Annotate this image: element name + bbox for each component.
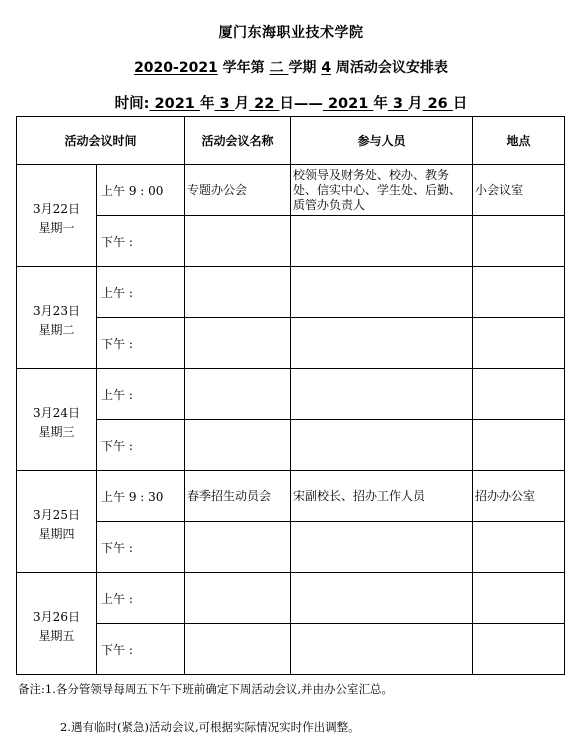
day-weekday: 星期一 [38, 220, 75, 235]
end-month: 3 [387, 96, 409, 112]
participants [291, 216, 473, 267]
meeting-name [185, 573, 291, 624]
table-row [17, 165, 565, 216]
week-number: 4 [321, 60, 332, 76]
slot-time: 下午 : [97, 216, 185, 267]
day-cell [17, 165, 97, 267]
academic-year: 2020-2021 [134, 60, 218, 76]
date-range [0, 92, 582, 113]
year-char-1: 年 [199, 96, 215, 112]
header-location: 地点 [473, 117, 565, 165]
day-weekday: 星期二 [38, 322, 75, 337]
location: 小会议室 [473, 165, 565, 216]
participants [291, 522, 473, 573]
day-date: 3月26日 [33, 609, 80, 624]
location [473, 624, 565, 675]
day-date: 3月23日 [33, 303, 80, 318]
meeting-name [185, 624, 291, 675]
day-cell [17, 573, 97, 675]
meeting-name [185, 318, 291, 369]
participants [291, 267, 473, 318]
day-date: 3月24日 [33, 405, 80, 420]
location [473, 420, 565, 471]
meeting-name [185, 216, 291, 267]
location: 招办办公室 [473, 471, 565, 522]
document-title: 厦门东海职业技术学院 [218, 25, 364, 41]
semester-number: 二 [269, 60, 289, 76]
schedule-subtitle [0, 57, 582, 77]
participants [291, 420, 473, 471]
slot-time: 下午 : [97, 318, 185, 369]
slot-time: 上午 : [97, 369, 185, 420]
participants [291, 624, 473, 675]
slot-time: 上午 9 : 00 [97, 165, 185, 216]
table-row [17, 267, 565, 318]
header-meeting-time: 活动会议时间 [17, 117, 185, 165]
start-year: 2021 [149, 96, 200, 112]
meeting-name: 专题办公会 [185, 165, 291, 216]
day-char-2: 日 [452, 96, 468, 112]
note-2: 2.遇有临时(紧急)活动会议,可根据实际情况实时作出调整。 [60, 720, 360, 734]
slot-time: 下午 : [97, 420, 185, 471]
location [473, 216, 565, 267]
location [473, 267, 565, 318]
end-day: 26 [422, 96, 453, 112]
location [473, 573, 565, 624]
participants [291, 318, 473, 369]
day-char-1: 日—— [279, 96, 323, 112]
participants [291, 369, 473, 420]
day-date: 3月25日 [33, 507, 80, 522]
table-row [17, 624, 565, 675]
table-row [17, 216, 565, 267]
start-month: 3 [214, 96, 235, 112]
meeting-name [185, 522, 291, 573]
month-char-2: 月 [408, 96, 423, 112]
header-participants: 参与人员 [291, 117, 473, 165]
slot-time: 上午 : [97, 267, 185, 318]
end-year: 2021 [322, 96, 374, 112]
day-cell [17, 369, 97, 471]
year-char-2: 年 [373, 96, 388, 112]
location [473, 369, 565, 420]
slot-time: 上午 9 : 30 [97, 471, 185, 522]
day-weekday: 星期三 [38, 424, 75, 439]
participants: 宋副校长、招办工作人员 [291, 471, 473, 522]
meeting-name [185, 420, 291, 471]
subtitle-text-3: 周活动会议安排表 [331, 60, 448, 76]
slot-time: 上午 : [97, 573, 185, 624]
table-header-row [17, 117, 565, 165]
location [473, 522, 565, 573]
table-row [17, 369, 565, 420]
table-row [17, 522, 565, 573]
note-1: 备注:1.各分管领导每周五下午下班前确定下周活动会议,并由办公室汇总。 [18, 682, 393, 696]
participants: 校领导及财务处、校办、教务处、信实中心、学生处、后勤、质管办负责人 [291, 165, 473, 216]
subtitle-text-1: 学年第 [217, 60, 270, 76]
month-char-1: 月 [234, 96, 250, 112]
start-day: 22 [249, 96, 280, 112]
table-row [17, 318, 565, 369]
meeting-name [185, 267, 291, 318]
time-label: 时间: [114, 96, 150, 112]
header-meeting-name: 活动会议名称 [185, 117, 291, 165]
slot-time: 下午 : [97, 522, 185, 573]
day-weekday: 星期四 [38, 526, 75, 541]
slot-time: 下午 : [97, 624, 185, 675]
subtitle-text-2: 学期 [288, 60, 322, 76]
participants [291, 573, 473, 624]
day-date: 3月22日 [33, 201, 80, 216]
location [473, 318, 565, 369]
day-cell [17, 471, 97, 573]
meeting-name [185, 369, 291, 420]
meeting-name: 春季招生动员会 [185, 471, 291, 522]
schedule-table [16, 116, 565, 675]
table-row [17, 573, 565, 624]
table-row [17, 420, 565, 471]
day-weekday: 星期五 [38, 628, 75, 643]
table-row [17, 471, 565, 522]
day-cell [17, 267, 97, 369]
